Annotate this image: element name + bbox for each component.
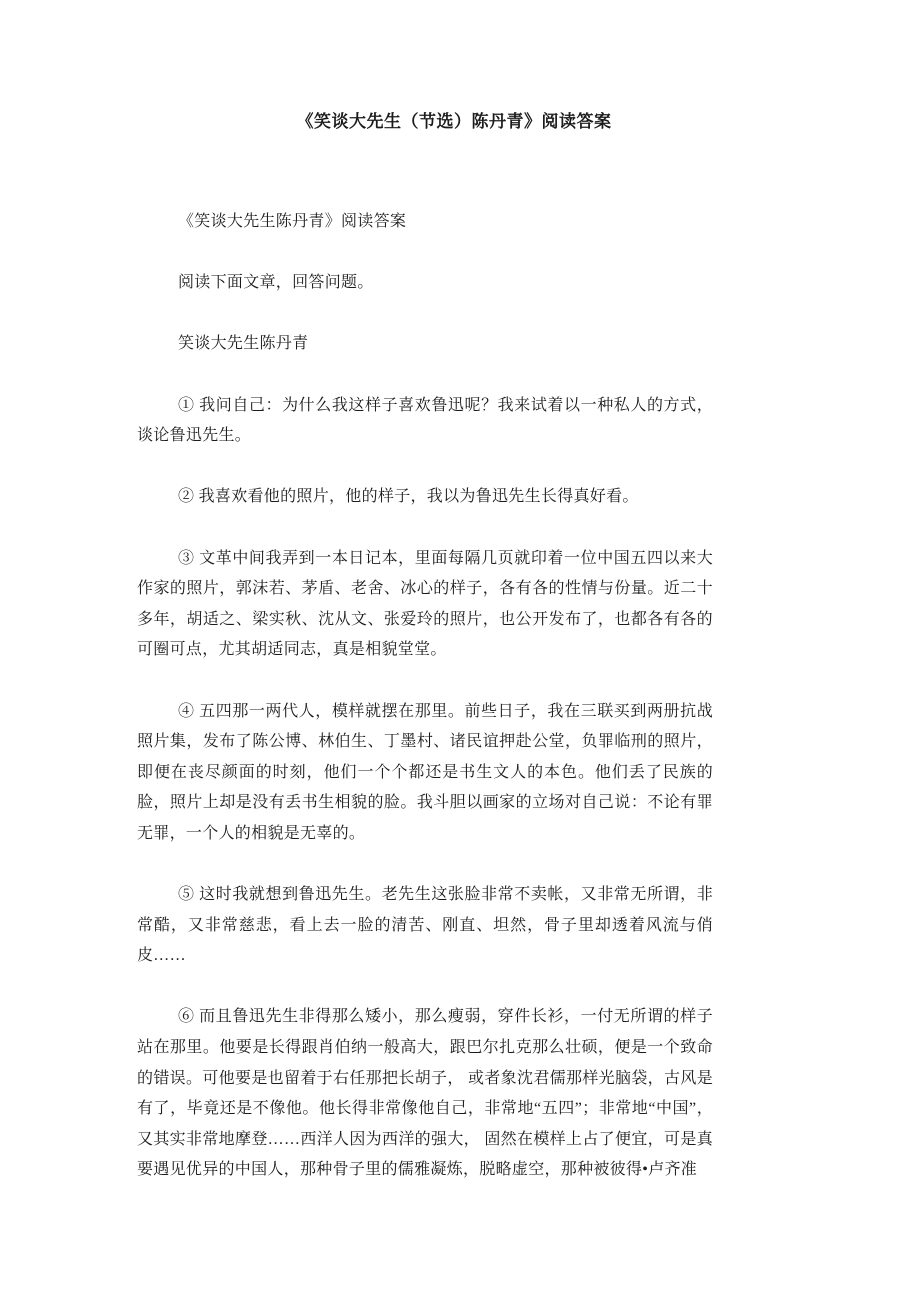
paragraph-2: ② 我喜欢看他的照片，他的样子，我以为鲁迅先生长得真好看。 xyxy=(178,488,639,506)
paragraph-6: ⑥ 而且鲁迅先生非得那么矮小，那么瘦弱，穿件长衫，一付无所谓的样子站在那里。他要是长得跟肖伯纳一般高大，跟巴尔扎克那么壮硕，便是一个致命的错误。可他要是也留着于右任那把长胡子， 或者象沈君儒那样光脑袋，古风是有了，毕竟还是不像他。他长得非常像他自己，非常地“五四”；非常地“中国”，又其实非常地摩登……西洋人因为西洋的强大， 固然在模样上占了便宜，可是真要遇见优异的中国人，那种骨子里的儒雅凝炼，脱略虚空，那种被彼得•卢齐准 xyxy=(137,1008,713,1179)
paragraph-4: ④ 五四那一两代人，模样就摆在那里。前些日子，我在三联买到两册抗战照片集，发布了陈公博、林伯生、丁墨村、诸民谊押赴公堂，负罪临刑的照片，即便在丧尽颜面的时刻，他们一个个都还是书生文人的本色。他们丢了民族的脸，照片上却是没有丢书生相貌的脸。我斗胆以画家的立场对自己说：不论有罪无罪，一个人的相貌是无辜的。 xyxy=(137,702,713,842)
document-subtitle: 《笑谈大先生陈丹青》阅读答案 xyxy=(178,213,407,230)
document-body xyxy=(137,207,713,1217)
paragraph-3: ③ 文革中间我弄到一本日记本，里面每隔几页就印着一位中国五四以来大作家的照片，郭沫若、茅盾、老舍、冰心的样子，各有各的性情与份量。近二十多年，胡适之、梁实秋、沈从文、张爱玲的照片，也公开发布了，也都各有各的可圈可点，尤其胡适同志，真是相貌堂堂。 xyxy=(137,549,713,659)
reading-instruction: 阅读下面文章，回答问题。 xyxy=(178,274,374,292)
paragraph-5: ⑤ 这时我就想到鲁迅先生。老先生这张脸非常不卖帐，又非常无所谓，非常酷，又非常慈悲，看上去一脸的清苦、刚直、坦然，骨子里却透着风流与俏皮…… xyxy=(137,886,713,965)
paragraph-1: ① 我问自己：为什么我这样子喜欢鲁迅呢？我来试着以一种私人的方式，谈论鲁迅先生。 xyxy=(137,396,713,445)
document-title: 《笑谈大先生（节选）陈丹青》阅读答案 xyxy=(296,112,612,131)
article-title: 笑谈大先生陈丹青 xyxy=(178,335,309,353)
